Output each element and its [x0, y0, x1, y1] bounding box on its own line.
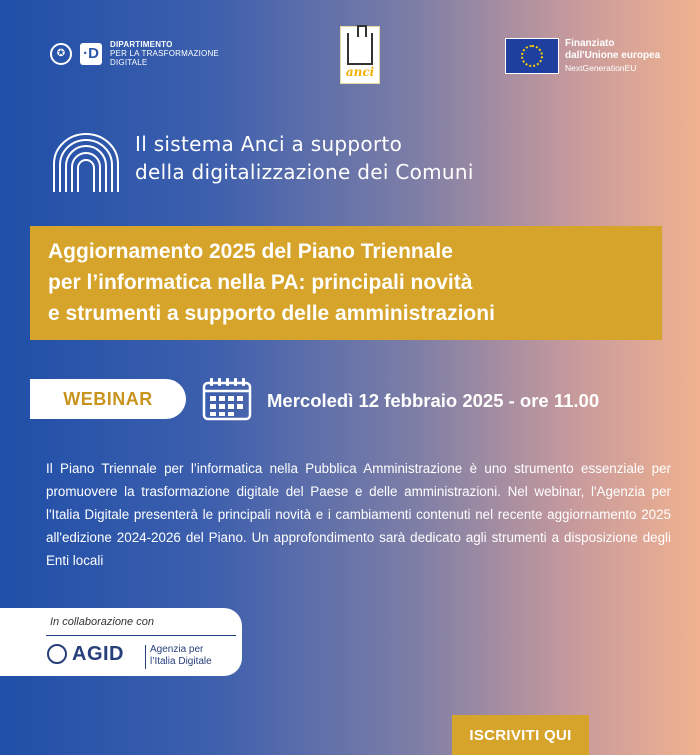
italian-republic-emblem-icon: ✪ — [50, 43, 72, 65]
agid-emblem-icon — [47, 644, 67, 664]
dipartimento-line1: DIPARTIMENTO — [110, 40, 173, 49]
anci-tower-icon — [347, 33, 373, 65]
collaboration-label: In collaborazione con — [50, 616, 154, 628]
title-line3: e strumenti a supporto delle amministrazioni — [48, 302, 495, 325]
webinar-title-banner — [30, 226, 662, 340]
eu-line2: dall'Unione europea — [565, 50, 661, 61]
eu-funding-logo — [505, 38, 660, 74]
webinar-badge: WEBINAR — [30, 379, 186, 419]
dipartimento-text — [110, 40, 219, 67]
calendar-icon — [202, 377, 252, 421]
subscribe-button[interactable]: ISCRIVITI QUI — [452, 715, 589, 755]
dipartimento-logo — [50, 40, 219, 67]
agid-wordmark: AGID — [72, 643, 124, 665]
program-headline — [135, 130, 474, 186]
d-mark-icon: ·D — [80, 43, 102, 65]
eu-text — [565, 38, 660, 74]
title-line1: Aggiornamento 2025 del Piano Triennale — [48, 240, 453, 263]
eu-line1: Finanziato — [565, 38, 615, 49]
event-date: Mercoledì 12 febbraio 2025 - ore 11.00 — [267, 390, 600, 411]
fingerprint-arch-icon — [50, 130, 122, 195]
eu-line3: NextGenerationEU — [565, 63, 637, 73]
agid-sub-line2: l’Italia Digitale — [150, 656, 212, 667]
anci-wordmark: anci — [345, 65, 375, 79]
headline-line2: della digitalizzazione dei Comuni — [135, 160, 474, 184]
agid-separator — [145, 645, 146, 669]
collaboration-divider — [46, 635, 236, 636]
agid-subtitle — [150, 644, 212, 668]
agid-sub-line1: Agenzia per — [150, 644, 204, 655]
title-line2: per l’informatica nella PA: principali novità — [48, 271, 473, 294]
anci-logo — [340, 26, 380, 84]
eu-flag-icon — [505, 38, 559, 74]
collaboration-box — [0, 608, 242, 676]
webinar-description: Il Piano Triennale per l’informatica nella Pubblica Amministrazione è uno strumento essenziale per promuovere la trasformazione digitale del Paese e delle amministrazioni. Nel webinar, l'Agenzia per l'Italia Digitale presenterà le principali novità e i cambiamenti contenuti nel recente aggiornamento 2025 all'edizione 2024-2026 del Piano. Un approfondimento sarà dedicato agli strumenti a disposizione degli Enti locali — [46, 461, 671, 568]
dipartimento-line2: PER LA TRASFORMAZIONE — [110, 49, 219, 58]
dipartimento-line3: DIGITALE — [110, 58, 148, 67]
headline-line1: Il sistema Anci a supporto — [135, 132, 403, 156]
